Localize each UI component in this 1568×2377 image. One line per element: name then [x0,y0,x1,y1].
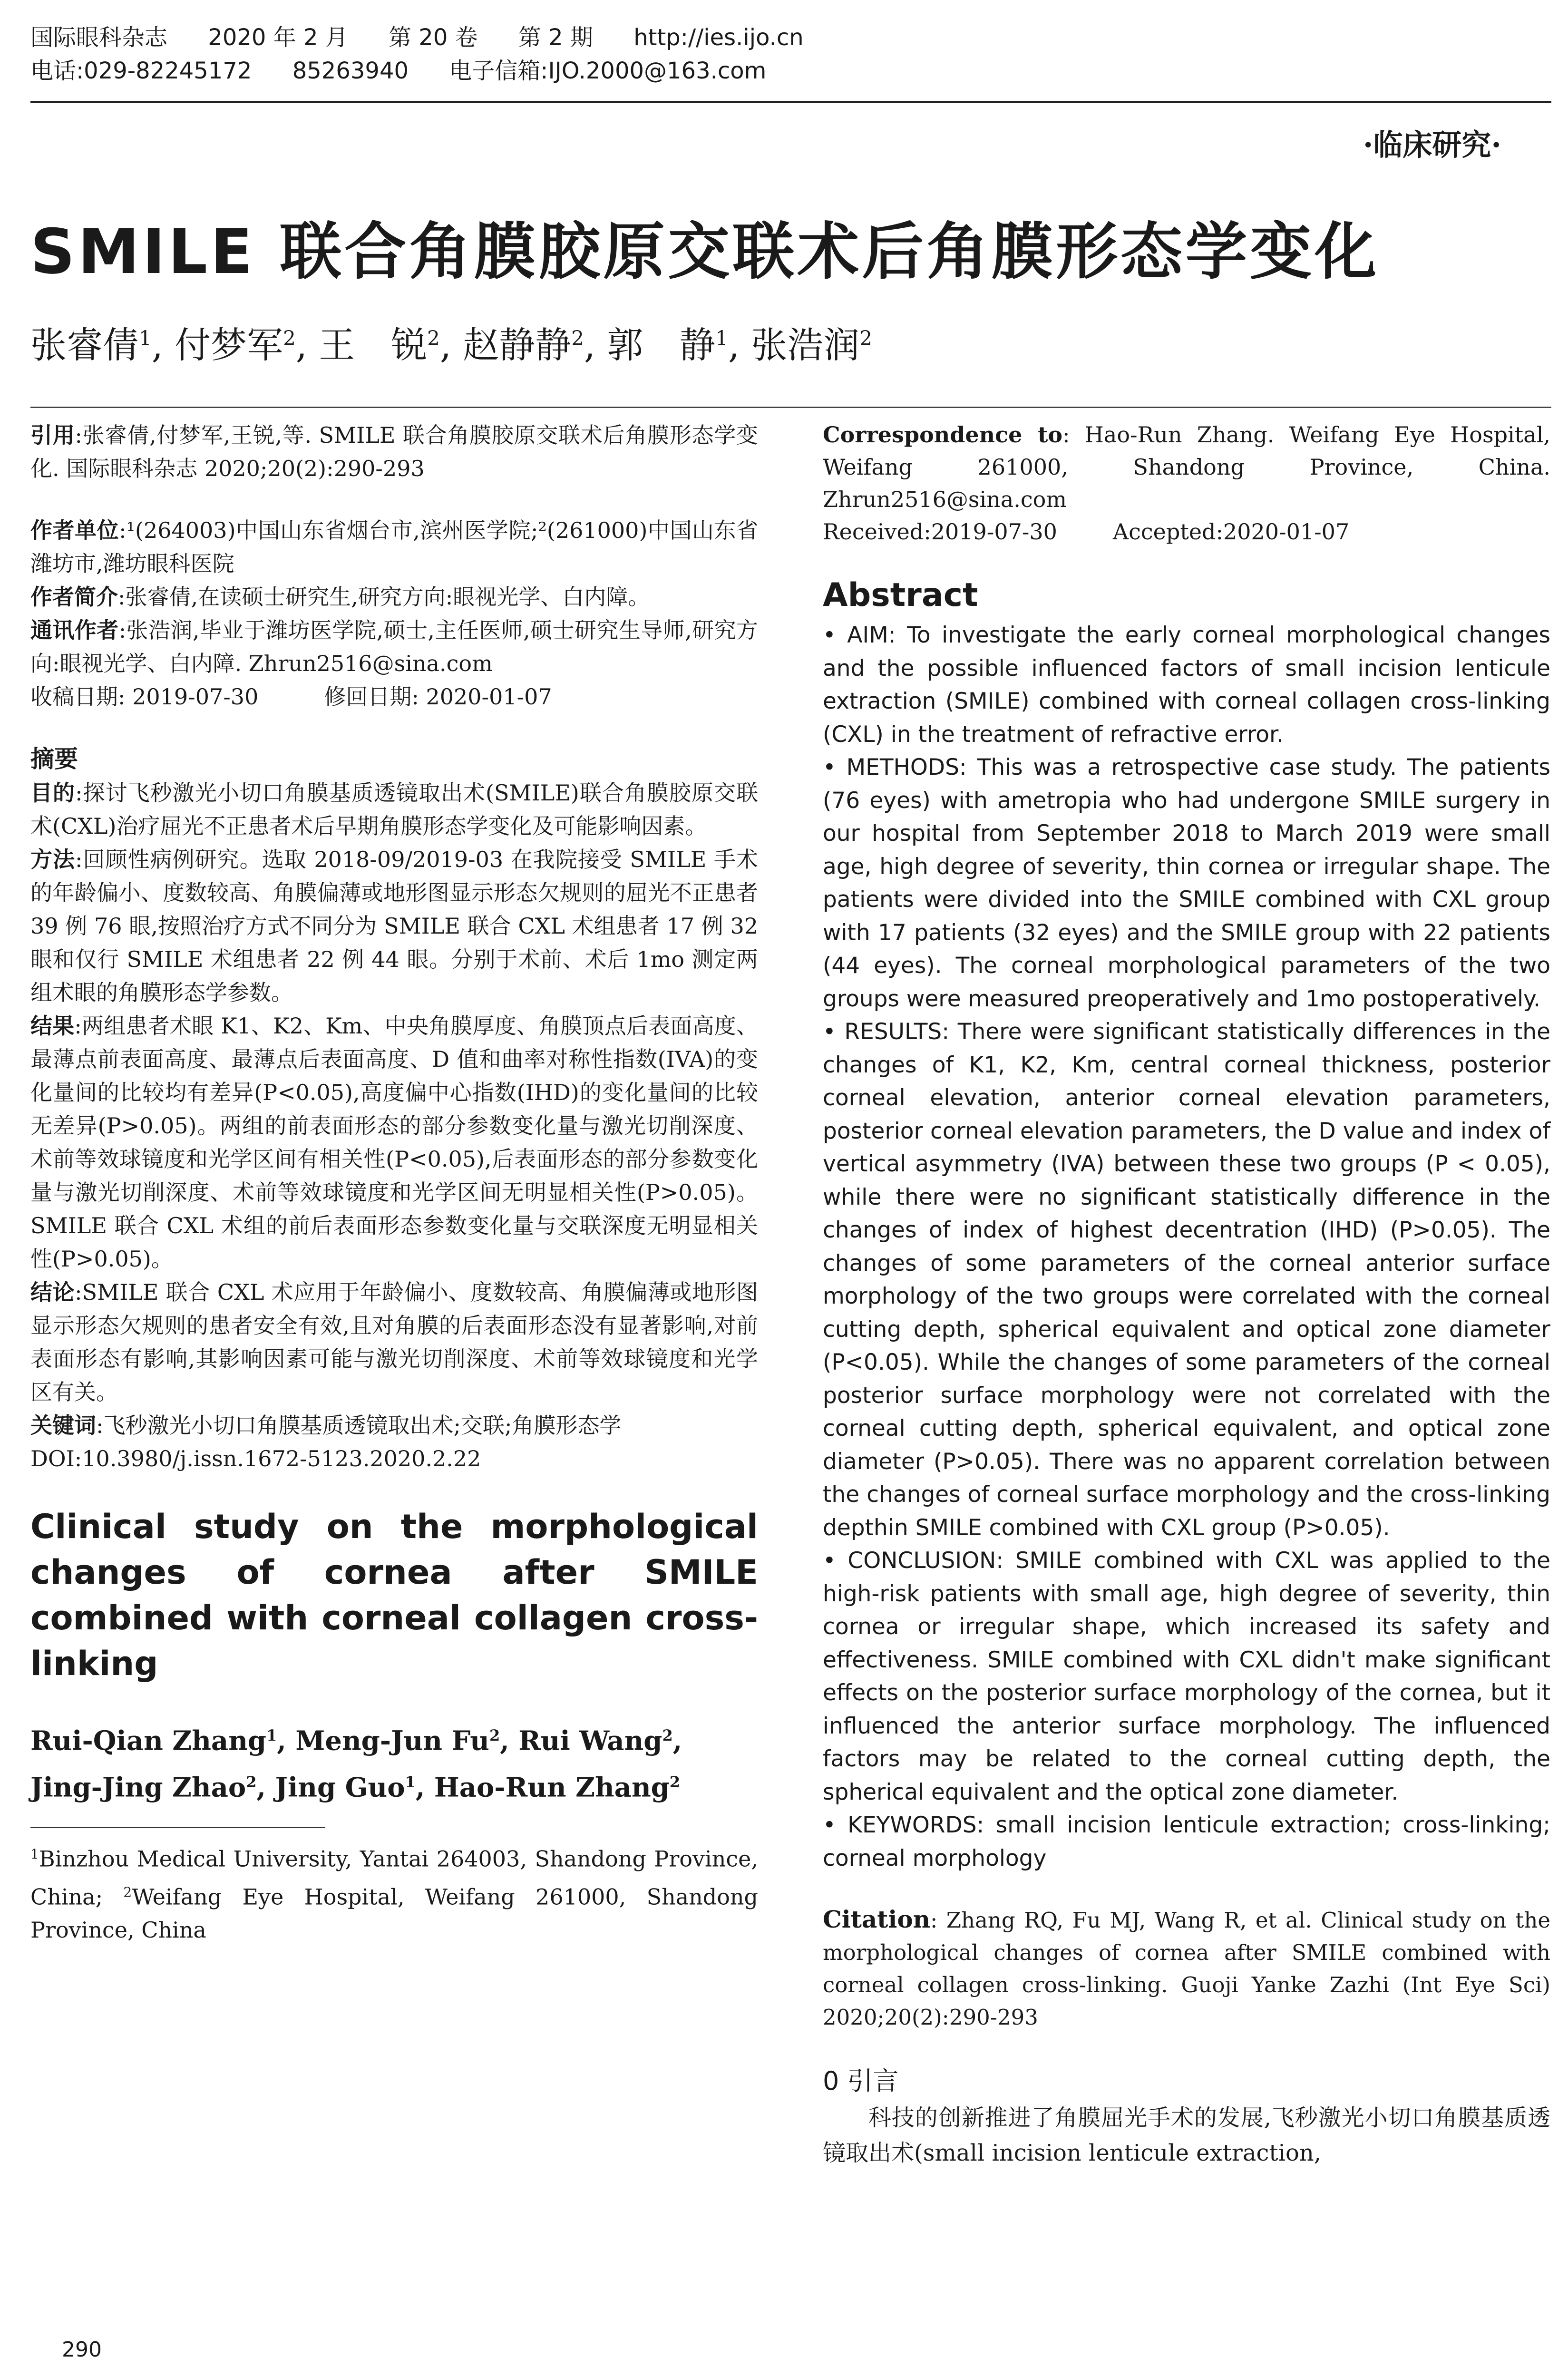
english-authors: Rui-Qian Zhang$^1$, Meng-Jun Fu$^2$, Rui Wang$^2$, Jing-Jing Zhao$^2$, Jing Guo$^1$, Hao-Run Zhang$^2$ [30,1725,682,1803]
intro-paragraph: 科技的创新推进了角膜屈光手术的发展,飞秒激光小切口角膜基质透镜取出术(small incision lenticule extraction, [823,2104,1550,2166]
section-tag: ·临床研究· [1363,127,1501,162]
left-column [30,419,758,1947]
english-affiliations: $^1$Binzhou Medical University, Yantai 264003, Shandong Province, China; $^2$Weifang Eye Hospital, Weifang 261000, Shandong Province, China [30,1846,758,1943]
abstract-title: Abstract [823,576,978,614]
keywords-cn: 关键词:飞秒激光小切口角膜基质透镜取出术;交联;角膜形态学 [30,1413,622,1438]
author-bio: 作者简介:张睿倩,在读硕士研究生,研究方向:眼视光学、白内障。 [30,584,650,610]
citation: Citation: Zhang RQ, Fu MJ, Wang R, et al. Clinical study on the morphological changes of cornea after SMILE combined with corneal collagen cross-linking. Guoji Yanke Zazhi (Int Eye Sci) 2020;20(2):290-293 [823,1905,1550,2030]
right-column [823,419,1550,2171]
author-name: 张睿倩 [30,324,139,366]
correspondence: Correspondence to: Hao-Run Zhang. Weifang Eye Hospital, Weifang 261000, Shandong Province, China. Zhrun2516@sina.com [823,422,1550,512]
page-number: 290 [62,2338,102,2362]
journal-header [30,21,1552,88]
phone-2: 85263940 [292,58,409,84]
intro-heading: 0 引言 [823,2066,899,2096]
author-name: 付梦军 [175,324,283,366]
author-name: 张浩润 [751,324,860,366]
content-rule [30,407,1551,408]
author-sup: 2 [859,326,873,350]
abstract-heading-cn: 摘要 [30,745,78,773]
dates: 收稿日期: 2019-07-30 修回日期: 2020-01-07 [30,684,552,710]
doi[interactable]: DOI:10.3980/j.issn.1672-5123.2020.2.22 [30,1446,481,1471]
english-title: Clinical study on the morphological changes of cornea after SMILE combined with corneal collagen cross-linking [30,1507,758,1683]
article-title: SMILE 联合角膜胶原交联术后角膜形态学变化 [30,215,1380,288]
author-sup: 2 [427,326,440,350]
abstract-aim: 目的:探讨飞秒激光小切口角膜基质透镜取出术(SMILE)联合角膜胶原交联术(CXL)治疗屈光不正患者术后早期角膜形态学变化及可能影响因素。 [30,780,759,839]
author-sup: 2 [283,326,296,350]
email[interactable]: 电子信箱:IJO.2000@163.com [449,58,767,84]
author-sup: 1 [139,326,152,350]
abstract-conclusion-en: • CONCLUSION: SMILE combined with CXL was applied to the high-risk patients with small age, high degree of severity, thin cornea or irregular shape, which increased its safety and effectiveness. SMILE combined with CXL didn't make significant effects on the posterior surface morphology of the cornea, but it influenced the anterior surface morphology. The influenced factors may be related to the corneal cutting depth, the spherical equivalent and the optical zone diameter. [823,1548,1550,1805]
abstract-methods-en: • METHODS: This was a retrospective case study. The patients (76 eyes) with ametropia who had undergone SMILE surgery in our hospital from September 2018 to March 2019 were small age, high degree of severity, thin cornea or irregular shape. The patients were divided into the SMILE combined with CXL group with 17 patients (32 eyes) and the SMILE group with 22 patients (44 eyes). The corneal morphological parameters of the two groups were measured preoperatively and 1mo postoperatively. [823,754,1550,1012]
affiliation-block: 作者单位:¹(264003)中国山东省烟台市,滨州医学院;²(261000)中国山东省潍坊市,潍坊眼科医院 [30,517,759,576]
corresponding-author: 通讯作者:张浩润,毕业于潍坊医学院,硕士,主任医师,硕士研究生导师,研究方向:眼视光学、白内障. Zhrun2516@sina.com [30,617,759,676]
issue: 第 2 期 [518,24,593,51]
author-sup: 1 [715,326,728,350]
affiliation-rule [30,1827,325,1828]
author-name: 王 锐 [319,324,428,366]
keywords-en: • KEYWORDS: small incision lenticule extraction; cross-linking; corneal morphology [823,1812,1550,1871]
phone: 电话:029-82245172 [30,58,252,84]
author-name: 郭 静 [607,324,716,366]
journal-name: 国际眼科杂志 [30,24,168,51]
author-name: 赵静静 [463,324,572,366]
cite-block: 引用:张睿倩,付梦军,王锐,等. SMILE 联合角膜胶原交联术后角膜形态学变化. 国际眼科杂志 2020;20(2):290-293 [30,422,759,481]
volume: 第 20 卷 [389,24,478,51]
received-accepted: Received:2019-07-30 Accepted:2020-01-07 [823,519,1350,545]
abstract-methods: 方法:回顾性病例研究。选取 2018-09/2019-03 在我院接受 SMILE 手术的年龄偏小、度数较高、角膜偏薄或地形图显示形态欠规则的屈光不正患者 39 例 76 眼,按照治疗方式不同分为 SMILE 联合 CXL 术组患者 17 例 32 眼和仅行 SMILE 术组患者 22 例 44 眼。分别于术前、术后 1mo 测定两组术眼的角膜形态学参数。 [30,847,758,1005]
issue-date: 2020 年 2 月 [208,24,348,51]
author-sup: 2 [571,326,584,350]
abstract-aim-en: • AIM: To investigate the early corneal morphological changes and the possible influenced factors of small incision lenticule extraction (SMILE) combined with corneal collagen cross-linking (CXL) in the treatment of refractive error. [823,622,1550,748]
abstract-results: 结果:两组患者术眼 K1、K2、Km、中央角膜厚度、角膜顶点后表面高度、最薄点前表面高度、最薄点后表面高度、D 值和曲率对称性指数(IVA)的变化量间的比较均有差异(P<0.05),高度偏中心指数(IHD)的变化量间的比较无差异(P>0.05)。两组的前表面形态的部分参数变化量与激光切削深度、术前等效球镜度和光学区间有相关性(P<0.05),后表面形态的部分参数变化量与激光切削深度、术前等效球镜度和光学区间无明显相关性(P>0.05)。SMILE 联合 CXL 术组的前后表面形态参数变化量与交联深度无明显相关性(P>0.05)。 [30,1013,759,1272]
abstract-results-en: • RESULTS: There were significant statistically differences in the changes of K1, K2, Km, central corneal thickness, posterior corneal elevation, anterior corneal elevation parameters, posterior corneal elevation parameters, the D value and index of vertical asymmetry (IVA) between these two groups (P < 0.05), while there were no significant statistically difference in the changes of index of highest decentration (IHD) (P>0.05). The changes of some parameters of the corneal anterior surface morphology of the two groups were correlated with the corneal cutting depth, spherical equivalent and optical zone diameter (P<0.05). While the changes of some parameters of the corneal posterior surface morphology were not correlated with the corneal cutting depth, spherical equivalent, and optical zone diameter (P>0.05). There was no apparent correlation between the changes of corneal surface morphology and the cross-linking depthin SMILE combined with CXL group (P>0.05). [823,1019,1550,1541]
journal-url[interactable]: http://ies.ijo.cn [633,24,804,51]
abstract-conclusion: 结论:SMILE 联合 CXL 术应用于年龄偏小、度数较高、角膜偏薄或地形图显示形态欠规则的患者安全有效,且对角膜的后表面形态没有显著影响,对前表面形态有影响,其影响因素可能与激光切削深度、术前等效球镜度和光学区有关。 [30,1279,759,1405]
authors-cn: 张睿倩$^1$, 付梦军$^2$, 王 锐$^2$, 赵静静$^2$, 郭 静$^1$, 张浩润$^2$ [30,324,873,366]
header-rule [30,101,1551,103]
